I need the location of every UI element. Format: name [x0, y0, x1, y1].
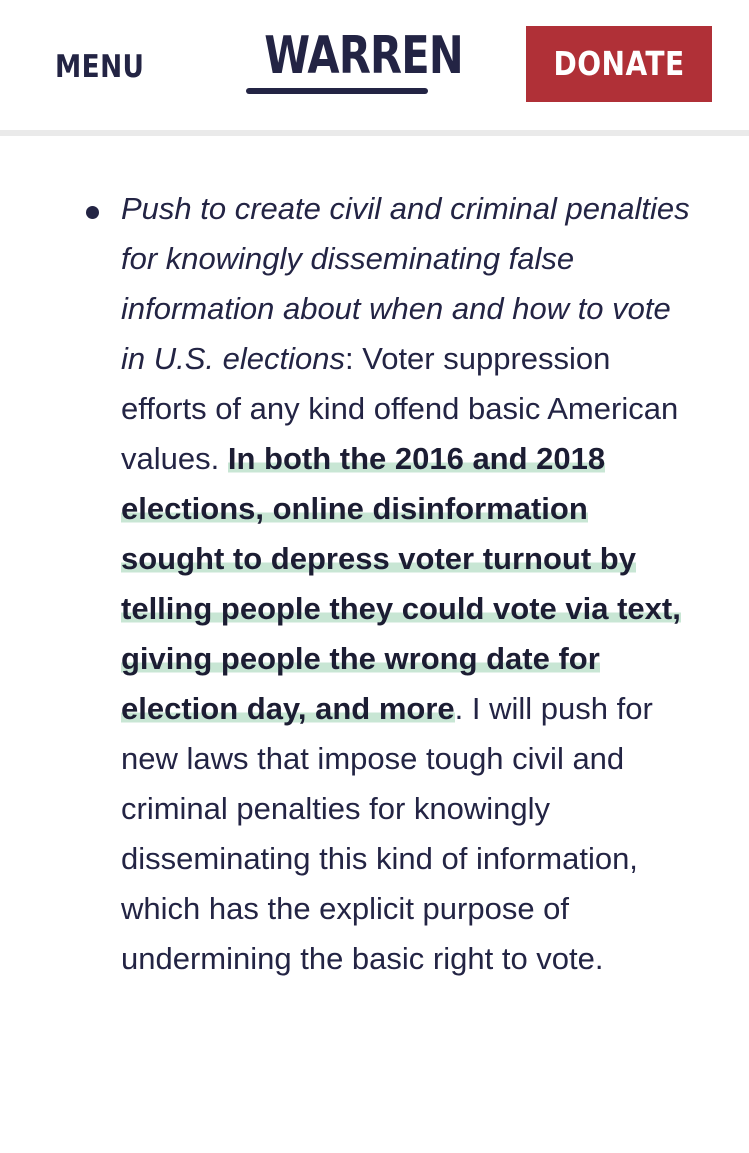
bullet-point-icon [86, 206, 99, 219]
bullet-paragraph [121, 184, 691, 984]
warren-logo[interactable] [246, 26, 463, 96]
closing-text: . I will push for new laws that impose tough civil and criminal penalties for knowingly disseminating this kind of information, which has the explicit purpose of undermining the basic right to vote. [121, 691, 653, 976]
donate-label: DONATE [553, 44, 685, 83]
site-header [0, 0, 749, 136]
colon-text: : [345, 341, 354, 376]
intro-text: Voter suppression efforts of any kind offend basic American values. [121, 341, 679, 476]
donate-button[interactable] [526, 26, 712, 102]
highlighted-text: In both the 2016 and 2018 elections, online disinformation sought to depress voter turnout by telling people they could vote via text, giving people the wrong date for election day, and more [121, 441, 681, 726]
italic-lead-text: Push to create civil and criminal penalties for knowingly disseminating false information about when and how to vote in U.S. elections [121, 191, 690, 376]
menu-button[interactable]: MENU [55, 49, 145, 85]
logo-wordmark: WARREN [264, 26, 463, 86]
logo-underline [246, 88, 428, 94]
